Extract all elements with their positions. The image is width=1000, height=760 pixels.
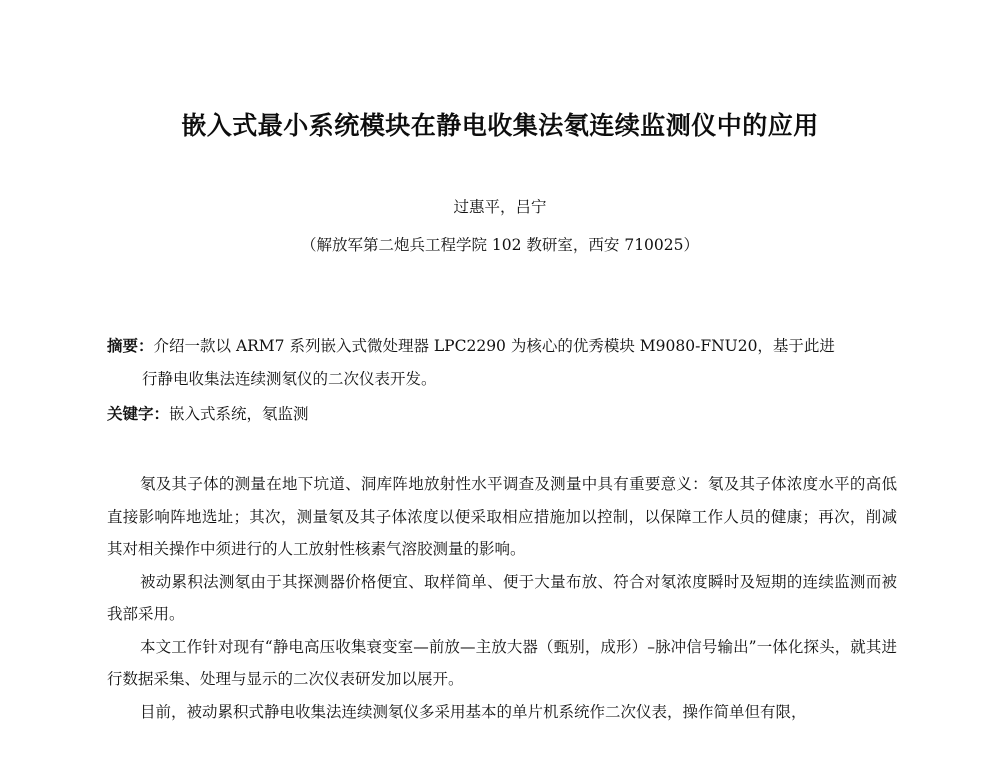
paper-title: 嵌入式最小系统模块在静电收集法氡连续监测仪中的应用 (181, 111, 819, 140)
author-affiliation: （解放军第二炮兵工程学院 102 教研室，西安 710025） (300, 236, 700, 254)
author-list: 过惠平，吕宁 (453, 198, 547, 216)
body-paragraph-1: 氡及其子体的测量在地下坑道、洞库阵地放射性水平调查及测量中具有重要意义：氡及其子体浓度水平的高低直接影响阵地选址；其次，测量氡及其子体浓度以便采取相应措施加以控制，以保障工作人员的健康；再次，削减其对相关操作中须进行的人工放射性核素气溶胶测量的影响。 (107, 475, 897, 558)
keywords-text: 嵌入式系统，氡监测 (169, 405, 309, 423)
abstract-text-line2: 行静电收集法连续测氡仪的二次仪表开发。 (142, 370, 437, 388)
body-paragraph-4: 目前，被动累积式静电收集法连续测氡仪多采用基本的单片机系统作二次仪表，操作简单但有限， (140, 702, 807, 721)
keywords-label: 关键字： (107, 405, 170, 423)
abstract-text-line1: 介绍一款以 ARM7 系列嵌入式微处理器 LPC2290 为核心的优秀模块 M9080-FNU20，基于此进 (153, 337, 835, 355)
body-text (107, 468, 897, 728)
body-paragraph-2: 被动累积法测氡由于其探测器价格便宜、取样简单、便于大量布放、符合对氡浓度瞬时及短期的连续监测而被我部采用。 (107, 572, 897, 623)
body-paragraph-3: 本文工作针对现有“静电高压收集衰变室—前放—主放大器（甄别，成形）–脉冲信号输出”一体化探头，就其进行数据采集、处理与显示的二次仪表研发加以展开。 (107, 637, 897, 688)
keywords-section (107, 402, 309, 426)
abstract-label: 摘要： (107, 337, 154, 355)
abstract-section (107, 330, 907, 396)
